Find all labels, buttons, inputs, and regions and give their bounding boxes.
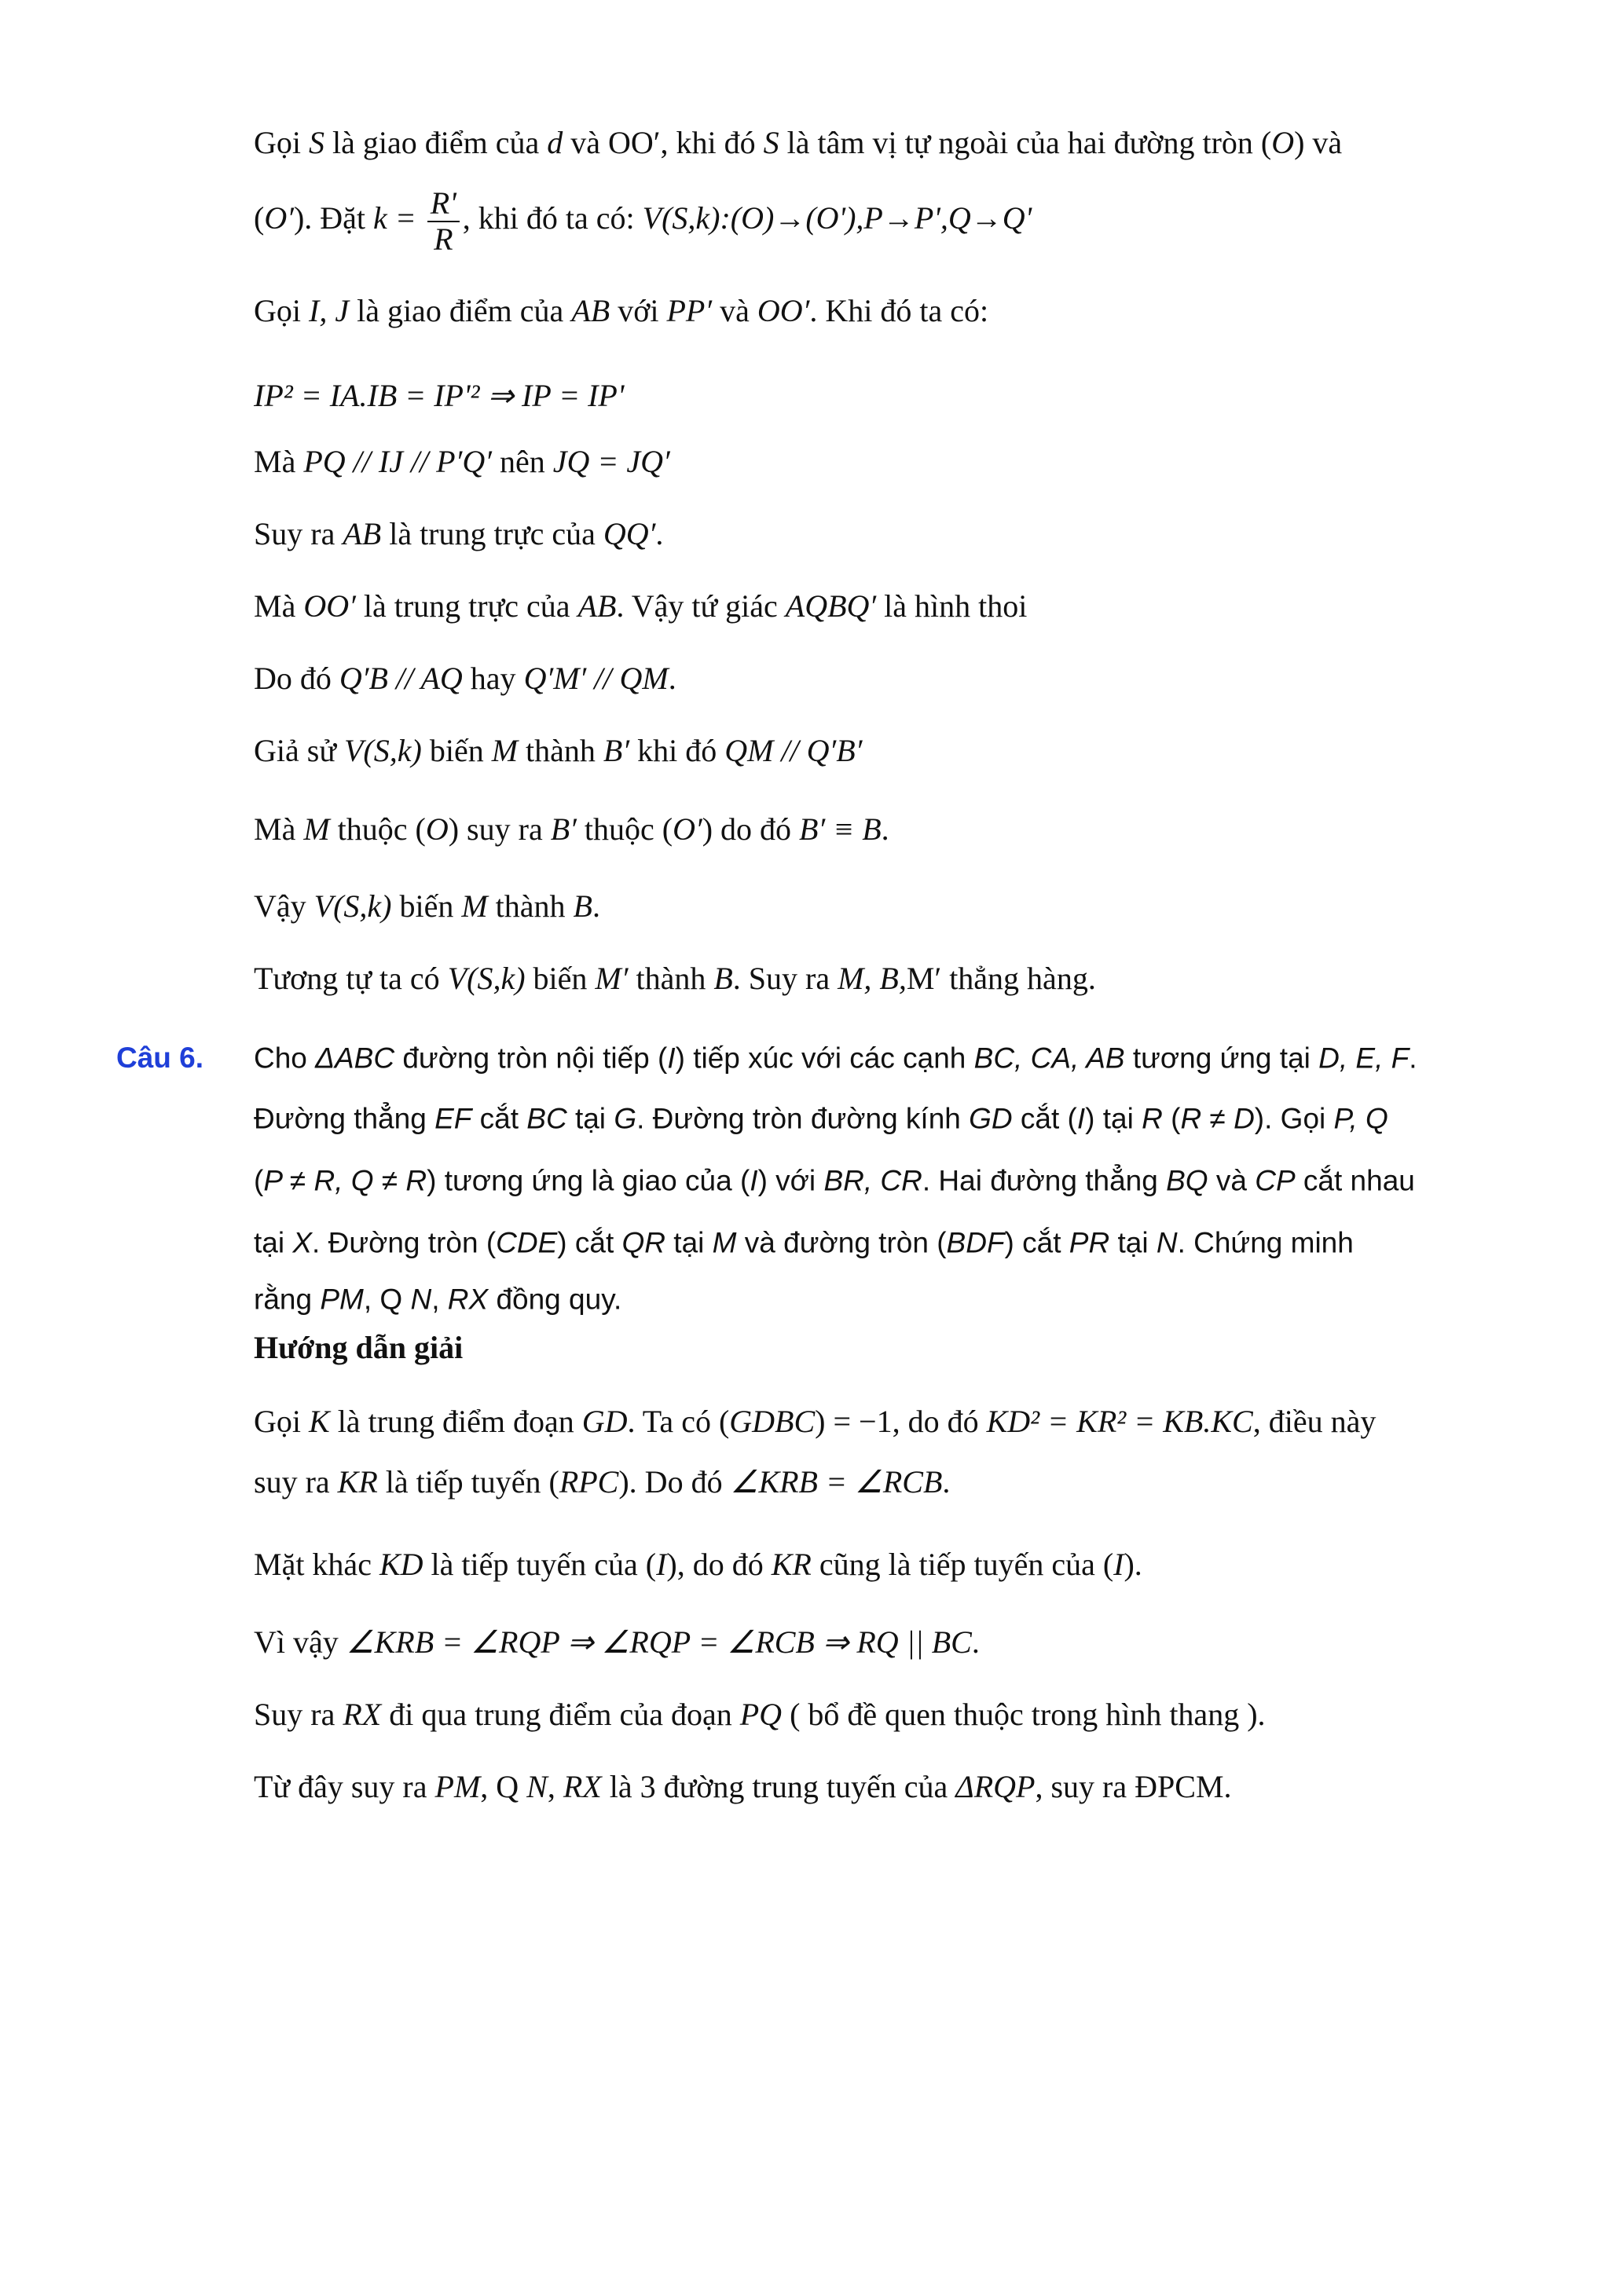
text-segment: hay	[462, 661, 524, 696]
math-expression: I	[656, 1547, 667, 1582]
text-segment: là tiếp tuyến (	[377, 1464, 559, 1500]
text-segment: (	[1162, 1102, 1181, 1135]
text-segment: ). Gọi	[1254, 1102, 1334, 1135]
math-expression: d	[547, 125, 563, 160]
text-segment: là tiếp tuyến của (	[423, 1547, 657, 1582]
math-expression: OO′	[303, 588, 356, 624]
text-segment: tại	[1109, 1226, 1157, 1259]
math-expression: PQ // IJ // P′Q′	[303, 444, 492, 479]
text-segment: . Đường tròn (	[312, 1226, 497, 1259]
text-segment: Tương tự ta có	[254, 961, 448, 996]
text-segment: ), do đó	[666, 1547, 772, 1582]
text-segment: và	[712, 293, 757, 328]
text-segment: biến	[391, 888, 462, 924]
text-segment: ) với	[757, 1164, 824, 1197]
math-expression: G	[614, 1102, 637, 1135]
text-segment: suy ra	[254, 1464, 338, 1500]
math-expression: GDBC	[729, 1404, 816, 1439]
text-segment: ). Do đó	[618, 1464, 731, 1500]
text-segment: ) = −1, do đó	[815, 1404, 987, 1439]
text-segment: . Suy ra	[732, 961, 838, 996]
math-expression: I	[1113, 1547, 1124, 1582]
math-expression: R ≠ D	[1180, 1102, 1255, 1135]
text-segment: thuộc (	[576, 811, 673, 847]
text-segment: Cho	[254, 1042, 316, 1075]
math-expression: M′	[595, 961, 629, 996]
text-segment: Vì vậy	[254, 1624, 346, 1660]
text-line	[254, 1549, 1142, 1580]
text-segment: Mà	[254, 811, 304, 847]
text-line	[254, 186, 1032, 257]
text-segment: và	[1208, 1164, 1256, 1197]
math-expression: JQ = JQ′	[552, 444, 670, 479]
text-line	[254, 1226, 1354, 1259]
math-expression: N	[1156, 1226, 1178, 1259]
math-expression: V(S,k)	[344, 733, 422, 768]
math-expression: QQ′	[603, 516, 656, 551]
math-expression: BR, CR	[823, 1164, 922, 1197]
text-segment: Mà	[254, 444, 304, 479]
text-line	[254, 811, 889, 847]
text-segment: , Q	[480, 1769, 527, 1804]
math-expression: PQ	[739, 1697, 783, 1732]
math-expression: X	[292, 1226, 313, 1259]
text-segment: .	[942, 1464, 951, 1500]
text-segment: với	[610, 293, 667, 328]
text-segment: ) tiếp xúc với các cạnh	[675, 1042, 974, 1075]
text-segment: đường tròn nội tiếp (	[394, 1042, 668, 1075]
text-segment: Mà	[254, 588, 304, 624]
math-expression: S	[763, 125, 779, 160]
math-expression: GD	[969, 1102, 1013, 1135]
text-segment: đồng quy.	[488, 1283, 622, 1316]
text-segment: đi qua trung điểm của đoạn	[381, 1697, 740, 1732]
math-expression: N	[526, 1769, 548, 1804]
math-expression: CP	[1255, 1164, 1296, 1197]
math-expression: R	[1142, 1102, 1163, 1135]
math-expression: O′	[264, 200, 294, 236]
math-expression: PM	[434, 1769, 481, 1804]
math-expression: AB	[343, 516, 382, 551]
text-segment: ) cắt	[557, 1226, 622, 1259]
text-segment: ( bổ đề quen thuộc trong hình thang ).	[782, 1697, 1266, 1732]
text-segment: ) và	[1294, 125, 1343, 160]
text-line	[254, 1166, 1415, 1196]
text-line	[254, 1044, 1417, 1073]
math-expression: P ≠ R, Q ≠ R	[263, 1164, 427, 1197]
text-segment: Gọi	[254, 1404, 309, 1439]
text-segment: cắt (	[1012, 1102, 1077, 1135]
text-segment: ,	[547, 1769, 563, 1804]
text-segment: ) tại	[1085, 1102, 1142, 1135]
text-segment: ).	[1124, 1547, 1142, 1582]
text-segment: là giao điểm của	[349, 293, 572, 328]
text-segment: Từ đây suy ra	[254, 1769, 435, 1804]
text-segment: , điều này	[1252, 1404, 1377, 1439]
math-expression: I	[750, 1164, 758, 1197]
text-segment: khi đó	[629, 733, 725, 768]
math-expression: EF	[434, 1102, 472, 1135]
text-segment: biến	[525, 961, 596, 996]
text-segment: là giao điểm của	[324, 125, 548, 160]
text-segment: . Hai đường thẳng	[922, 1164, 1167, 1197]
text-line	[254, 446, 670, 478]
math-expression: PR	[1069, 1226, 1110, 1259]
text-segment: , Q	[363, 1283, 411, 1316]
math-expression: K	[309, 1404, 330, 1439]
math-expression: M	[303, 811, 330, 847]
math-expression: k =	[373, 200, 424, 236]
math-expression: O′	[673, 811, 702, 847]
text-segment: .	[668, 661, 676, 696]
text-line	[254, 127, 1342, 159]
math-expression: M	[491, 733, 519, 768]
math-expression: BDF	[946, 1226, 1005, 1259]
text-segment: là hình thoi	[876, 588, 1028, 624]
math-expression: V(S,k)	[313, 888, 392, 924]
fraction-numerator: R'	[427, 186, 460, 222]
text-segment: (	[254, 200, 265, 236]
math-expression: RPC	[559, 1464, 619, 1500]
math-expression: V(S,k):(O)→(O'),P→P',Q→Q'	[642, 200, 1032, 236]
math-expression: P, Q	[1333, 1102, 1388, 1135]
text-segment: Suy ra	[254, 1697, 343, 1732]
text-line	[254, 380, 624, 412]
math-expression: O	[1271, 125, 1295, 160]
math-expression: B′	[603, 733, 630, 768]
math-expression: M, B,	[838, 961, 907, 996]
math-expression: Q′B // AQ	[339, 661, 463, 696]
math-expression: B′	[550, 811, 577, 847]
math-expression: AB	[571, 293, 610, 328]
text-segment: Vậy	[254, 888, 314, 924]
text-segment: biến	[421, 733, 492, 768]
text-segment: thành	[518, 733, 603, 768]
text-segment: .	[971, 1624, 980, 1660]
math-expression: IP² = IA.IB = IP'² ⇒ IP = IP'	[254, 378, 625, 413]
math-expression: RX	[563, 1769, 602, 1804]
text-line	[254, 1699, 1266, 1730]
text-segment: (	[254, 1164, 264, 1197]
text-line	[254, 1406, 1376, 1437]
text-segment: nên	[492, 444, 553, 479]
math-expression: V(S,k)	[447, 961, 526, 996]
text-line	[254, 735, 862, 767]
text-segment: tại	[566, 1102, 614, 1135]
math-expression: KD	[379, 1547, 423, 1582]
math-expression: ΔABC	[315, 1042, 395, 1075]
text-segment: cũng là tiếp tuyến của (	[811, 1547, 1114, 1582]
math-expression: I	[667, 1042, 676, 1075]
fraction	[427, 186, 460, 257]
text-segment: là trung trực của	[381, 516, 603, 551]
text-segment: ) tương ứng là giao của (	[427, 1164, 750, 1197]
text-segment: Đường thẳng	[254, 1102, 435, 1135]
text-segment: Gọi	[254, 125, 309, 160]
text-line	[254, 888, 600, 924]
text-segment: , suy ra ĐPCM.	[1035, 1769, 1232, 1804]
math-expression: B	[573, 888, 592, 924]
text-segment: ) suy ra	[448, 811, 551, 847]
text-segment: tại	[665, 1226, 713, 1259]
math-expression: CDE	[496, 1226, 558, 1259]
text-segment: thuộc (	[329, 811, 426, 847]
text-segment: Suy ra	[254, 516, 343, 551]
text-segment: .	[881, 811, 889, 847]
text-segment: tại	[254, 1226, 293, 1259]
math-expression: M	[461, 888, 488, 924]
text-line	[254, 1285, 621, 1314]
math-expression: D, E, F	[1318, 1042, 1410, 1075]
text-segment: .	[655, 516, 664, 551]
math-expression: QM // Q′B′	[724, 733, 863, 768]
text-segment: Giả sử	[254, 733, 344, 768]
text-segment: tương ứng tại	[1124, 1042, 1319, 1075]
math-expression: PM	[320, 1283, 364, 1316]
text-segment: . Khi đó ta có:	[809, 293, 989, 328]
text-line	[254, 588, 1028, 624]
math-expression: ∠KRB = ∠RQP ⇒ ∠RQP = ∠RCB ⇒ RQ || BC	[346, 1624, 972, 1660]
text-segment: M′ thẳng hàng.	[906, 961, 1096, 996]
math-expression: Q′M′ // QM	[523, 661, 669, 696]
text-segment: , khi đó ta có:	[462, 200, 643, 236]
text-line	[254, 663, 676, 694]
math-expression: AB	[577, 588, 617, 624]
question-label: Câu 6.	[116, 1042, 204, 1074]
solution-heading: Hướng dẫn giải	[254, 1330, 464, 1365]
text-segment: . Đường tròn đường kính	[636, 1102, 970, 1135]
text-segment: . Vậy tứ giác	[616, 588, 786, 624]
text-line	[254, 963, 1096, 994]
text-line	[254, 1771, 1232, 1803]
math-expression: BQ	[1166, 1164, 1208, 1197]
math-expression: BC, CA, AB	[973, 1042, 1125, 1075]
math-expression: I, J	[309, 293, 350, 328]
math-expression: KR	[771, 1547, 812, 1582]
math-expression: B′ ≡ B	[799, 811, 882, 847]
math-expression: PP′	[666, 293, 713, 328]
text-segment: .	[1409, 1042, 1417, 1075]
text-line	[254, 518, 663, 550]
math-expression: N	[410, 1283, 432, 1316]
math-expression: RX	[447, 1283, 489, 1316]
math-expression: RX	[343, 1697, 382, 1732]
math-expression: BC	[526, 1102, 567, 1135]
text-segment: ) cắt	[1004, 1226, 1069, 1259]
math-expression: O	[425, 811, 449, 847]
text-segment: và OO′, khi đó	[563, 125, 764, 160]
text-segment: cắt nhau	[1295, 1164, 1415, 1197]
math-expression: KR	[337, 1464, 378, 1500]
math-expression: OO′	[757, 293, 810, 328]
math-expression: S	[309, 125, 324, 160]
text-segment: là 3 đường trung tuyến của	[601, 1769, 956, 1804]
fraction-denominator: R	[434, 222, 453, 257]
text-segment: . Ta có (	[627, 1404, 730, 1439]
math-expression: ΔRQP	[955, 1769, 1036, 1804]
text-segment: Mặt khác	[254, 1547, 379, 1582]
text-line	[254, 1624, 980, 1660]
math-expression: B	[713, 961, 733, 996]
text-line	[254, 1464, 951, 1500]
text-segment: là trung điểm đoạn	[329, 1404, 582, 1439]
math-expression: QR	[621, 1226, 666, 1259]
math-expression: I	[1076, 1102, 1086, 1135]
text-line	[254, 295, 988, 327]
text-segment: thành	[628, 961, 714, 996]
text-segment: ,	[431, 1283, 448, 1316]
text-segment: ). Đặt	[293, 200, 374, 236]
math-expression: KD² = KR² = KB.KC	[986, 1404, 1253, 1439]
text-segment: là trung trực của	[355, 588, 578, 624]
math-expression: AQBQ′	[785, 588, 877, 624]
text-segment: Do đó	[254, 661, 339, 696]
text-line	[254, 1104, 1388, 1133]
text-segment: Gọi	[254, 293, 309, 328]
text-segment: ) do đó	[702, 811, 800, 847]
text-segment: thành	[487, 888, 574, 924]
math-expression: M	[712, 1226, 737, 1259]
text-segment: rằng	[254, 1283, 321, 1316]
text-segment: là tâm vị tự ngoài của hai đường tròn (	[779, 125, 1272, 160]
math-expression: ∠KRB = ∠RCB	[730, 1464, 943, 1500]
text-segment: và đường tròn (	[736, 1226, 947, 1259]
text-segment: . Chứng minh	[1177, 1226, 1354, 1259]
text-segment: cắt	[471, 1102, 527, 1135]
text-segment: .	[592, 888, 600, 924]
math-expression: GD	[581, 1404, 628, 1439]
